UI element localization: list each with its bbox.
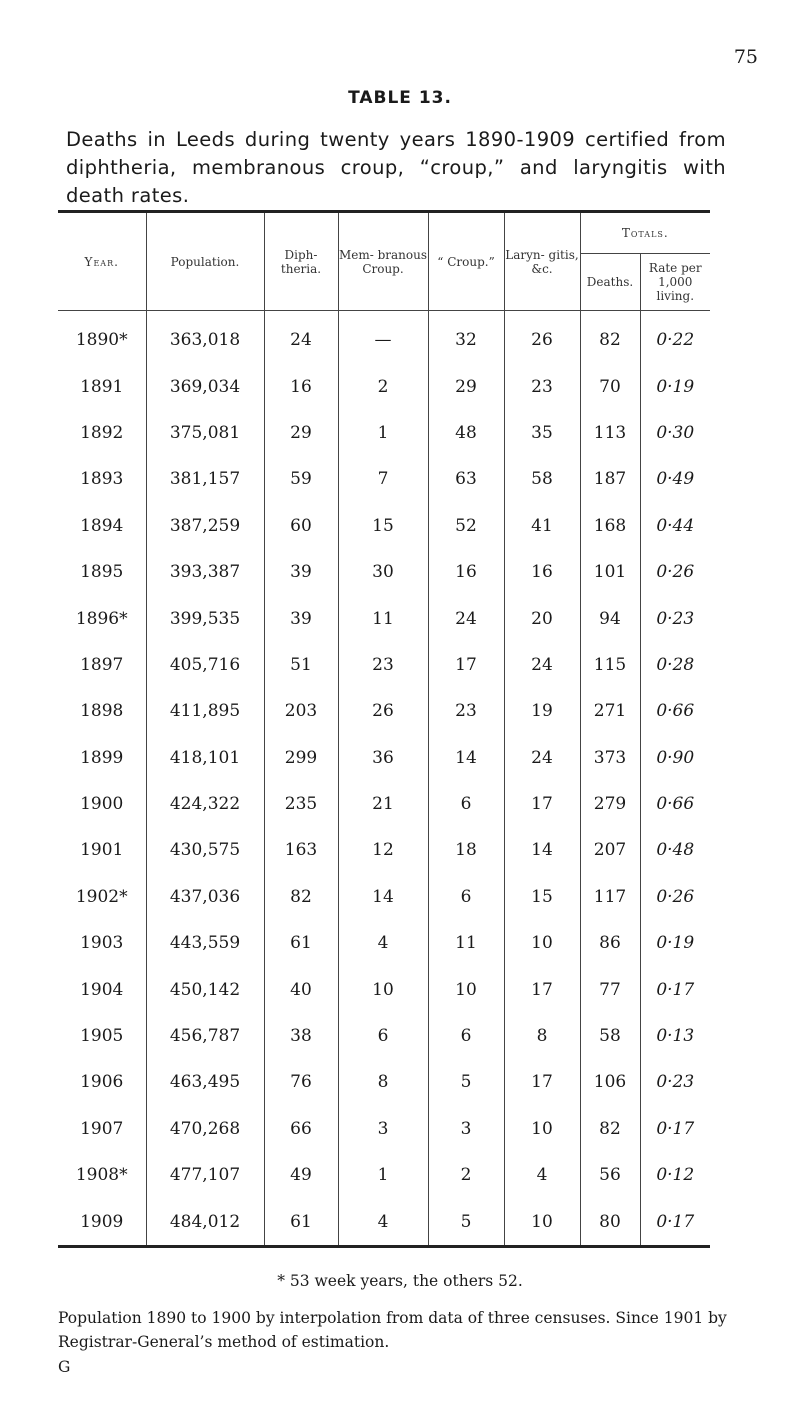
header-population: Population.	[146, 212, 264, 311]
table-row	[58, 781, 710, 827]
cell-croup: 2	[428, 1152, 504, 1198]
table-row	[58, 363, 710, 409]
cell-diphtheria: 82	[264, 874, 338, 920]
signature-letter: G	[58, 1358, 71, 1376]
cell-population: 477,107	[146, 1152, 264, 1198]
page-number: 75	[733, 46, 758, 68]
cell-deaths: 80	[580, 1198, 640, 1246]
cell-membranous-croup: 12	[338, 827, 428, 873]
cell-deaths: 106	[580, 1059, 640, 1105]
cell-diphtheria: 39	[264, 595, 338, 641]
cell-laryngitis: 17	[504, 966, 580, 1012]
cell-membranous-croup: 21	[338, 781, 428, 827]
cell-croup: 32	[428, 311, 504, 364]
cell-population: 381,157	[146, 456, 264, 502]
table-header	[58, 212, 710, 311]
cell-diphtheria: 39	[264, 549, 338, 595]
cell-diphtheria: 61	[264, 920, 338, 966]
header-croup: “ Croup.”	[428, 212, 504, 311]
cell-laryngitis: 10	[504, 1198, 580, 1246]
table-row	[58, 311, 710, 364]
cell-population: 405,716	[146, 642, 264, 688]
cell-year: 1903	[80, 933, 124, 954]
cell-croup: 18	[428, 827, 504, 873]
cell-laryngitis: 10	[504, 920, 580, 966]
cell-population: 411,895	[146, 688, 264, 734]
cell-croup: 11	[428, 920, 504, 966]
header-laryngitis: Laryn- gitis, &c.	[504, 212, 580, 311]
cell-laryngitis: 19	[504, 688, 580, 734]
cell-rate: 0·17	[640, 966, 710, 1012]
table-row	[58, 920, 710, 966]
cell-rate: 0·66	[640, 781, 710, 827]
cell-population: 418,101	[146, 735, 264, 781]
cell-diphtheria: 66	[264, 1106, 338, 1152]
table-row	[58, 410, 710, 456]
cell-diphtheria: 59	[264, 456, 338, 502]
cell-laryngitis: 8	[504, 1013, 580, 1059]
cell-year: 1894	[80, 515, 124, 536]
header-totals: Totals.	[580, 212, 710, 254]
cell-membranous-croup: 36	[338, 735, 428, 781]
cell-deaths: 117	[580, 874, 640, 920]
cell-croup: 6	[428, 874, 504, 920]
cell-year: 1892	[80, 422, 124, 443]
cell-croup: 14	[428, 735, 504, 781]
cell-rate: 0·66	[640, 688, 710, 734]
cell-croup: 5	[428, 1059, 504, 1105]
cell-diphtheria: 61	[264, 1198, 338, 1246]
cell-croup: 16	[428, 549, 504, 595]
cell-rate: 0·26	[640, 549, 710, 595]
cell-year: 1904	[80, 979, 124, 1000]
cell-rate: 0·23	[640, 1059, 710, 1105]
cell-rate: 0·30	[640, 410, 710, 456]
cell-membranous-croup: 6	[338, 1013, 428, 1059]
cell-laryngitis: 17	[504, 781, 580, 827]
cell-croup: 17	[428, 642, 504, 688]
cell-laryngitis: 15	[504, 874, 580, 920]
cell-diphtheria: 60	[264, 503, 338, 549]
cell-year: 1895	[80, 562, 124, 583]
cell-year: 1896*	[75, 608, 128, 629]
table-row	[58, 456, 710, 502]
cell-population: 399,535	[146, 595, 264, 641]
cell-rate: 0·19	[640, 920, 710, 966]
cell-membranous-croup: 3	[338, 1106, 428, 1152]
cell-deaths: 279	[580, 781, 640, 827]
cell-membranous-croup: 1	[338, 410, 428, 456]
cell-membranous-croup: 8	[338, 1059, 428, 1105]
cell-laryngitis: 10	[504, 1106, 580, 1152]
cell-membranous-croup: 14	[338, 874, 428, 920]
table-row	[58, 1059, 710, 1105]
cell-year: 1908*	[75, 1165, 128, 1186]
header-year: Year.	[84, 254, 119, 269]
cell-membranous-croup: 23	[338, 642, 428, 688]
cell-croup: 48	[428, 410, 504, 456]
cell-laryngitis: 14	[504, 827, 580, 873]
cell-membranous-croup: 7	[338, 456, 428, 502]
cell-croup: 24	[428, 595, 504, 641]
cell-deaths: 70	[580, 363, 640, 409]
cell-deaths: 82	[580, 1106, 640, 1152]
cell-population: 463,495	[146, 1059, 264, 1105]
cell-year: 1898	[80, 701, 124, 722]
cell-deaths: 56	[580, 1152, 640, 1198]
table-row	[58, 549, 710, 595]
cell-croup: 29	[428, 363, 504, 409]
cell-population: 456,787	[146, 1013, 264, 1059]
cell-deaths: 168	[580, 503, 640, 549]
cell-diphtheria: 299	[264, 735, 338, 781]
cell-deaths: 187	[580, 456, 640, 502]
cell-rate: 0·26	[640, 874, 710, 920]
cell-laryngitis: 17	[504, 1059, 580, 1105]
cell-laryngitis: 16	[504, 549, 580, 595]
table-row	[58, 688, 710, 734]
cell-croup: 52	[428, 503, 504, 549]
header-rate: Rate per 1,000 living.	[640, 254, 710, 311]
cell-rate: 0·13	[640, 1013, 710, 1059]
cell-diphtheria: 51	[264, 642, 338, 688]
cell-deaths: 77	[580, 966, 640, 1012]
cell-laryngitis: 20	[504, 595, 580, 641]
cell-membranous-croup: 30	[338, 549, 428, 595]
cell-deaths: 82	[580, 311, 640, 364]
table-caption: Deaths in Leeds during twenty years 1890-1909 certified from diphtheria, membranous croup, “croup,” and laryngitis with death rates.	[66, 128, 726, 207]
cell-year: 1906	[80, 1072, 124, 1093]
cell-laryngitis: 24	[504, 642, 580, 688]
cell-rate: 0·19	[640, 363, 710, 409]
cell-membranous-croup: 26	[338, 688, 428, 734]
cell-population: 387,259	[146, 503, 264, 549]
table-row	[58, 642, 710, 688]
cell-membranous-croup: 2	[338, 363, 428, 409]
cell-diphtheria: 40	[264, 966, 338, 1012]
cell-population: 484,012	[146, 1198, 264, 1246]
table-row	[58, 874, 710, 920]
footnote: * 53 week years, the others 52.	[277, 1272, 523, 1290]
cell-croup: 6	[428, 1013, 504, 1059]
cell-diphtheria: 49	[264, 1152, 338, 1198]
table-row	[58, 1198, 710, 1246]
table-label: TABLE 13.	[348, 88, 452, 108]
cell-diphtheria: 203	[264, 688, 338, 734]
cell-deaths: 86	[580, 920, 640, 966]
cell-year: 1901	[80, 840, 124, 861]
cell-year: 1909	[80, 1211, 124, 1232]
population-note: Population 1890 to 1900 by interpolation from data of three censuses. Since 1901 by Registrar-General’s method of estimation.	[58, 1309, 727, 1351]
cell-diphtheria: 163	[264, 827, 338, 873]
cell-diphtheria: 76	[264, 1059, 338, 1105]
cell-croup: 3	[428, 1106, 504, 1152]
cell-population: 375,081	[146, 410, 264, 456]
table-row	[58, 503, 710, 549]
table-row	[58, 966, 710, 1012]
table-body	[58, 311, 710, 1247]
table-row	[58, 1106, 710, 1152]
cell-year: 1890*	[75, 330, 128, 351]
cell-population: 470,268	[146, 1106, 264, 1152]
cell-deaths: 58	[580, 1013, 640, 1059]
cell-rate: 0·28	[640, 642, 710, 688]
cell-deaths: 113	[580, 410, 640, 456]
cell-year: 1900	[80, 794, 124, 815]
cell-population: 430,575	[146, 827, 264, 873]
cell-laryngitis: 23	[504, 363, 580, 409]
cell-membranous-croup: 4	[338, 1198, 428, 1246]
cell-laryngitis: 4	[504, 1152, 580, 1198]
cell-population: 450,142	[146, 966, 264, 1012]
cell-deaths: 94	[580, 595, 640, 641]
cell-year: 1891	[80, 376, 124, 397]
table-row	[58, 1152, 710, 1198]
cell-year: 1905	[80, 1026, 124, 1047]
cell-year: 1899	[80, 747, 124, 768]
cell-population: 393,387	[146, 549, 264, 595]
cell-rate: 0·22	[640, 311, 710, 364]
table-row	[58, 735, 710, 781]
table-row	[58, 1013, 710, 1059]
cell-diphtheria: 16	[264, 363, 338, 409]
cell-deaths: 101	[580, 549, 640, 595]
cell-laryngitis: 58	[504, 456, 580, 502]
table-row	[58, 595, 710, 641]
cell-croup: 5	[428, 1198, 504, 1246]
cell-rate: 0·44	[640, 503, 710, 549]
cell-croup: 6	[428, 781, 504, 827]
cell-deaths: 115	[580, 642, 640, 688]
cell-population: 437,036	[146, 874, 264, 920]
cell-year: 1902*	[75, 886, 128, 907]
cell-year: 1907	[80, 1118, 124, 1139]
cell-diphtheria: 235	[264, 781, 338, 827]
cell-membranous-croup: 4	[338, 920, 428, 966]
header-membranous-croup: Mem- branous Croup.	[338, 212, 428, 311]
cell-rate: 0·48	[640, 827, 710, 873]
cell-diphtheria: 38	[264, 1013, 338, 1059]
cell-population: 369,034	[146, 363, 264, 409]
cell-membranous-croup: 15	[338, 503, 428, 549]
cell-population: 424,322	[146, 781, 264, 827]
cell-laryngitis: 26	[504, 311, 580, 364]
cell-laryngitis: 41	[504, 503, 580, 549]
cell-deaths: 271	[580, 688, 640, 734]
cell-rate: 0·49	[640, 456, 710, 502]
cell-deaths: 373	[580, 735, 640, 781]
cell-croup: 10	[428, 966, 504, 1012]
cell-diphtheria: 24	[264, 311, 338, 364]
cell-rate: 0·12	[640, 1152, 710, 1198]
cell-year: 1897	[80, 654, 124, 675]
cell-membranous-croup: 10	[338, 966, 428, 1012]
cell-rate: 0·90	[640, 735, 710, 781]
cell-year: 1893	[80, 469, 124, 490]
cell-rate: 0·23	[640, 595, 710, 641]
cell-deaths: 207	[580, 827, 640, 873]
cell-croup: 23	[428, 688, 504, 734]
cell-rate: 0·17	[640, 1198, 710, 1246]
header-diphtheria: Diph- theria.	[264, 212, 338, 311]
cell-rate: 0·17	[640, 1106, 710, 1152]
cell-membranous-croup: 11	[338, 595, 428, 641]
deaths-table	[58, 210, 710, 1248]
cell-laryngitis: 35	[504, 410, 580, 456]
cell-croup: 63	[428, 456, 504, 502]
cell-population: 363,018	[146, 311, 264, 364]
cell-membranous-croup: 1	[338, 1152, 428, 1198]
table-row	[58, 827, 710, 873]
cell-laryngitis: 24	[504, 735, 580, 781]
cell-diphtheria: 29	[264, 410, 338, 456]
cell-population: 443,559	[146, 920, 264, 966]
header-deaths: Deaths.	[580, 254, 640, 311]
cell-membranous-croup: —	[338, 311, 428, 364]
